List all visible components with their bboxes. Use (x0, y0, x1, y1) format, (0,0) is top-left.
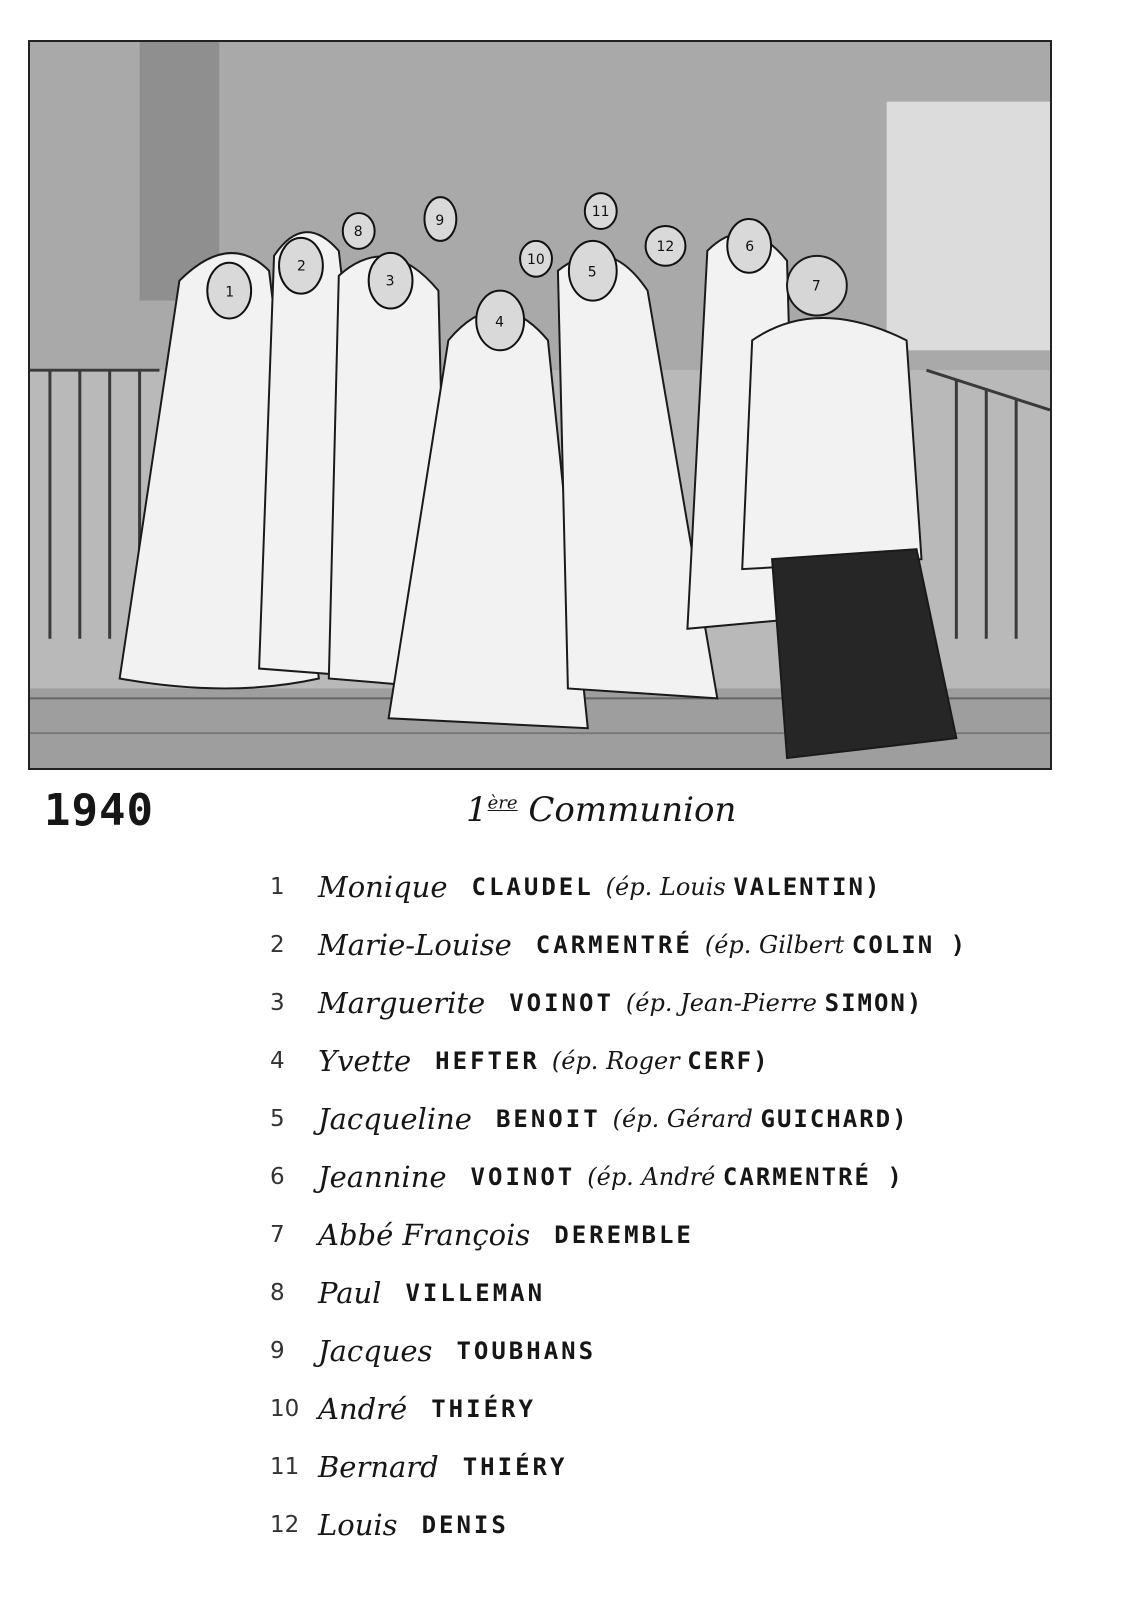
spouse-prefix: (ép. (612, 1105, 660, 1133)
spouse-surname: CERF) (687, 1047, 770, 1075)
surname: VOINOT (470, 1163, 576, 1191)
surname: DENIS (421, 1511, 509, 1539)
face-label-8: 8 (353, 223, 363, 240)
face-label-4: 4 (495, 314, 505, 331)
spouse-surname: SIMON) (824, 989, 924, 1017)
surname: TOUBHANS (456, 1337, 597, 1365)
list-item (270, 974, 1110, 1032)
spouse-given-name: Jean-Pierre (680, 989, 817, 1017)
face-label-11: 11 (591, 204, 610, 221)
given-name: Paul (318, 1276, 382, 1310)
title-prefix: 1 (466, 790, 488, 830)
given-name: André (318, 1392, 408, 1426)
year-label: 1940 (44, 785, 154, 836)
given-name: Jacqueline (318, 1102, 472, 1136)
surname: VILLEMAN (405, 1279, 546, 1307)
spouse-prefix: (ép. (625, 989, 673, 1017)
list-item (270, 1322, 1110, 1380)
spouse-given-name: André (641, 1163, 716, 1191)
list-item (270, 1032, 1110, 1090)
surname: HEFTER (435, 1047, 540, 1075)
item-number: 6 (270, 1164, 285, 1190)
spouse-prefix: (ép. (551, 1047, 599, 1075)
spouse-note (705, 931, 967, 959)
group-photograph (28, 40, 1052, 770)
face-label-12: 12 (656, 238, 675, 255)
spouse-given-name: Louis (659, 873, 726, 901)
spouse-given-name: Gérard (666, 1105, 753, 1133)
spouse-note (606, 873, 882, 901)
spouse-note (613, 1105, 909, 1133)
surname: THIÉRY (431, 1395, 536, 1423)
given-name: Louis (318, 1508, 398, 1542)
surname: BENOIT (495, 1105, 601, 1133)
given-name: Jacques (318, 1334, 433, 1368)
item-number: 11 (270, 1454, 300, 1480)
spouse-note (552, 1047, 770, 1075)
surname: CARMENTRÉ (535, 931, 693, 959)
spouse-surname: VALENTIN) (733, 873, 882, 901)
photo-scene (30, 42, 1050, 768)
face-label-10: 10 (527, 251, 545, 268)
spouse-prefix: (ép. (587, 1163, 634, 1191)
list-item (270, 858, 1110, 916)
given-name: Bernard (318, 1450, 439, 1484)
list-item (270, 1496, 1110, 1554)
given-name: Monique (318, 870, 448, 904)
face-label-1: 1 (225, 284, 235, 301)
surname: VOINOT (509, 989, 614, 1017)
spouse-surname: COLIN ) (851, 931, 968, 959)
given-name: Jeannine (318, 1160, 447, 1194)
given-name: Marguerite (318, 986, 486, 1020)
item-number: 1 (270, 874, 285, 900)
item-number: 4 (270, 1048, 285, 1074)
item-number: 9 (270, 1338, 285, 1364)
spouse-note (626, 989, 923, 1017)
face-label-3: 3 (385, 273, 395, 290)
given-name: Marie-Louise (318, 928, 512, 962)
face-label-9: 9 (435, 213, 445, 229)
title-superscript: ère (487, 792, 518, 814)
spouse-given-name: Roger (606, 1047, 680, 1075)
face-label-5: 5 (587, 264, 597, 281)
surname: CLAUDEL (471, 873, 594, 901)
list-item (270, 1264, 1110, 1322)
list-item (270, 1206, 1110, 1264)
item-number: 8 (270, 1280, 285, 1306)
item-number: 12 (270, 1512, 300, 1538)
title-main: Communion (528, 790, 737, 830)
item-number: 3 (270, 990, 285, 1016)
spouse-prefix: (ép. (605, 873, 653, 901)
page-title (466, 790, 736, 830)
item-number: 2 (270, 932, 285, 958)
surname: DEREMBLE (554, 1221, 694, 1249)
spouse-given-name: Gilbert (759, 931, 845, 959)
list-item (270, 1090, 1110, 1148)
face-label-2: 2 (296, 258, 306, 275)
list-item (270, 916, 1110, 974)
list-item (270, 1438, 1110, 1496)
given-name: Abbé François (318, 1218, 531, 1252)
spouse-surname: GUICHARD) (760, 1105, 909, 1133)
face-label-7: 7 (811, 278, 821, 295)
item-number: 7 (270, 1222, 285, 1248)
list-item (270, 1148, 1110, 1206)
spouse-note (587, 1163, 904, 1191)
spouse-surname: CARMENTRÉ ) (722, 1163, 904, 1191)
list-item (270, 1380, 1110, 1438)
surname: THIÉRY (462, 1453, 568, 1481)
item-number: 5 (270, 1106, 285, 1132)
spouse-prefix: (ép. (704, 931, 752, 959)
item-number: 10 (270, 1396, 300, 1422)
face-label-6: 6 (745, 238, 755, 255)
given-name: Yvette (318, 1044, 412, 1078)
names-list (270, 858, 1110, 1554)
